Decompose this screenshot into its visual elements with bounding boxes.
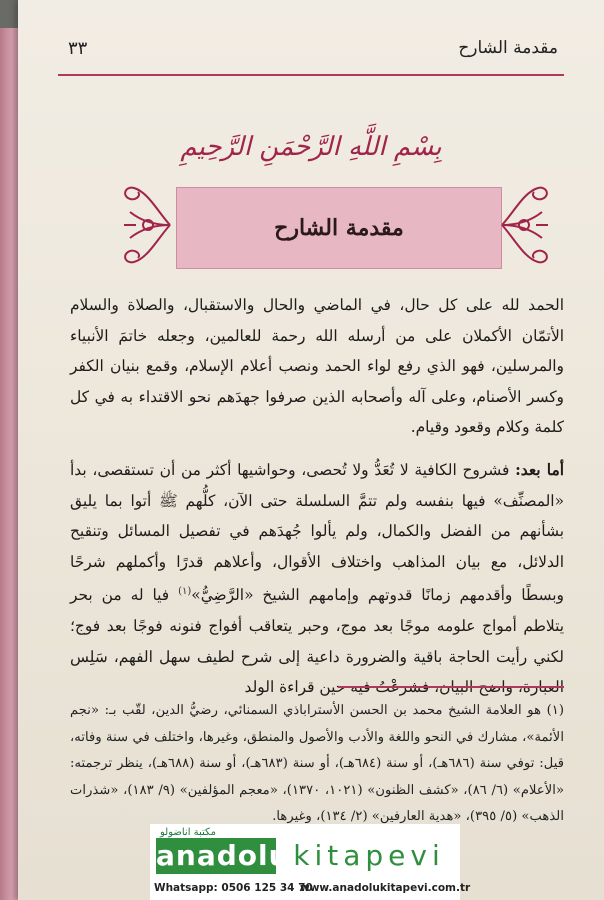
basmala-calligraphy: بِسْمِ اللَّهِ الرَّحْمَنِ الرَّحِيمِ: [180, 132, 442, 162]
footnote-1: [70, 698, 564, 831]
watermark-logo-kitapevi: kitapevi: [293, 839, 445, 872]
watermark-logo-anadolu: anadolu: [156, 839, 290, 872]
watermark-arabic-label: مكتبة اناضولو: [160, 827, 216, 838]
publisher-watermark: [150, 824, 471, 900]
footnote-text: هو العلامة الشيخ محمد بن الحسن الأستراباذي السمنائي، رضيُّ الدين، لقّب بـ: «نجم الأئمة»، مشارك في النحو واللغة والأدب والأصول والمنطق، وغيرها، واختلف في سنة وفاته، قيل: توفي سنة (٦٨٦هـ)، أو سنة (٦٨٤هـ)، أو سنة (٦٨٣هـ)، أو سنة (٦٨٨هـ)، ينظر ترجمته: «الأعلام» (٦/ ٨٦)، «كشف الظنون» (١٠٢١، ١٣٧٠)، «معجم المؤلفين» (٩/ ١٨٣)، «شذرات الذهب» (٥/ ٣٩٥)، «هدية العارفين» (٢/ ١٣٤)، وغيرها.: [70, 703, 565, 825]
section-title: مقدمة الشارح: [274, 215, 404, 241]
section-title-box: [176, 187, 502, 269]
right-ornament-icon: [498, 182, 554, 268]
running-title: مقدمة الشارح: [458, 38, 558, 58]
paragraph-1: الحمد لله على كل حال، في الماضي والحال والاستقبال، والصلاة والسلام الأتمّان الأكملان على من أرسله الله رحمة للعالمين، وجعله خاتمَ الأنبياء والمرسلين، فهو الذي رفع لواء الحمد ونصب أعلام الإسلام، وقمع بنيان الكفر وكسر الأصنام، وعلى آله وأصحابه الذين صرفوا جهدَهم نحو الاقتداء به في كل كلمة وكلام وقعود وقيام.: [70, 296, 564, 437]
footnote-divider: [338, 686, 564, 688]
watermark-website: www.anadolukitapevi.com.tr: [300, 882, 471, 894]
book-page: [18, 0, 604, 900]
watermark-phone: Whatsapp: 0506 125 34 70: [154, 882, 313, 894]
page-number: ٣٣: [68, 38, 88, 59]
paragraph-2-text: فشروح الكافية لا تُعَدُّ ولا تُحصى، وحواشيها أكثر من أن تستقصى، بدأ «المصنِّف» فيها بنفسه ولم تتمَّ السلسلة حتى الآن، كلُّهم ﷺ أتوا بما يليق بشأنهم من الفضل والكمال، ولم يألوا جُهدَهم في تفصيل المسائل وتنقيح الدلائل، مع بيان المذاهب واختلاف الأقوال، وأعلاهم قدرًا وأكملهم شرحًا وبسطًا وأقدمهم زمانًا قدوتهم وإمامهم الشيخ «الرَّضِيُّ»: [70, 460, 564, 605]
footnote-reference: (١): [178, 586, 192, 598]
paragraph-2-rest: فيا له من بحر يتلاطم أمواج علومه موجًا بعد موج، وحبر يتعاقب أفواج فنونه فوجًا بعد فوج؛ لكني رأيت الحاجة باقية والضرورة داعية إلى شرح لطيف سهل الفهم، سَلِس العبارة، واضح البيان، فشرعْتُ فيه حين قراءة الولد: [70, 586, 564, 697]
footnote-number: (١): [546, 703, 564, 718]
footnotes: [70, 698, 564, 831]
page-header: [58, 34, 564, 76]
main-text: [70, 290, 564, 703]
left-ornament-icon: [118, 182, 174, 268]
paragraph-2: [70, 455, 564, 703]
paragraph-2-lead: أما بعد:: [515, 460, 564, 479]
